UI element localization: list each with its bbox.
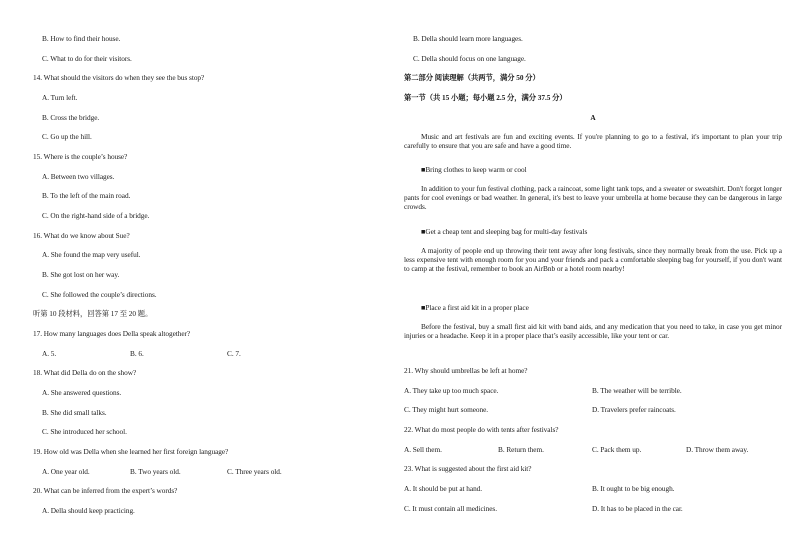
listening-instruction: 听第 10 段材料，回答第 17 至 20 题。 [33,309,153,318]
q23-option-d: D. It has to be placed in the car. [592,504,683,513]
q20-option-b: B. Della should learn more languages. [413,34,523,43]
q14-option-b: B. Cross the bridge. [42,113,100,122]
q23-option-b: B. It ought to be big enough. [592,484,675,493]
q23-question: 23. What is suggested about the first aid kit? [404,464,532,473]
q21-question: 21. Why should umbrellas be left at home? [404,366,528,375]
q15-option-a: A. Between two villages. [42,172,115,181]
q16-option-a: A. She found the map very useful. [42,250,141,259]
q17-question: 17. How many languages does Della speak altogether? [33,329,191,338]
q18-option-c: C. She introduced her school. [42,427,127,436]
q13-option-c: C. What to do for their visitors. [42,54,132,63]
q14-option-c: C. Go up the hill. [42,132,92,141]
q20-question: 20. What can be inferred from the expert’s words? [33,486,178,495]
q20-option-a: A. Della should keep practicing. [42,506,135,515]
passage-bullet-2: ■Get a cheap tent and sleeping bag for multi-day festivals [421,227,588,236]
q17-option-c: C. 7. [227,349,241,358]
q22-option-d: D. Throw them away. [686,445,749,454]
q15-option-c: C. On the right-hand side of a bridge. [42,211,150,220]
passage-bullet-1: ■Bring clothes to keep warm or cool [421,165,527,174]
q17-option-a: A. 5. [42,349,57,358]
q15-question: 15. Where is the couple’s house? [33,152,128,161]
q23-option-c: C. It must contain all medicines. [404,504,497,513]
q18-option-b: B. She did small talks. [42,408,107,417]
q14-option-a: A. Turn left. [42,93,78,102]
q21-option-c: C. They might hurt someone. [404,405,489,414]
q18-question: 18. What did Della do on the show? [33,368,137,377]
passage-paragraph-4: Before the festival, buy a small first aid kit with band aids, and any medication that you need to take, in case you get minor injuries or a headache. Keep it in a proper place that’s easily accessible, like your tent or car. [404,322,782,340]
q20-option-c: C. Della should focus on one language. [413,54,526,63]
q22-question: 22. What do most people do with tents after festivals? [404,425,559,434]
passage-bullet-3: ■Place a first aid kit in a proper place [421,303,529,312]
q22-option-c: C. Pack them up. [592,445,642,454]
passage-paragraph-1: Music and art festivals are fun and exciting events. If you're planning to go to a festival, it's important to plan your trip carefully to ensure that you are safe and have a good time. [404,132,782,150]
passage-paragraph-3: A majority of people end up throwing their tent away after long festivals, since they normally break from the use. Pick up a less expensive tent with enough room for you and your friends and pack a comfortable sleeping bag for yourself, if you don't want to camp at the festival, remember to book an AirBnb or a hotel room nearby! [404,246,782,273]
q19-option-b: B. Two years old. [130,467,181,476]
q19-option-a: A. One year old. [42,467,90,476]
q16-option-c: C. She followed the couple’s directions. [42,290,157,299]
passage-label: A [590,113,596,122]
q16-question: 16. What do we know about Sue? [33,231,130,240]
q16-option-b: B. She got lost on her way. [42,270,120,279]
section1-heading: 第一节（共 15 小题；每小题 2.5 分，满分 37.5 分） [404,93,567,102]
q15-option-b: B. To the left of the main road. [42,191,131,200]
q21-option-d: D. Travelers prefer raincoats. [592,405,676,414]
q23-option-a: A. It should be put at hand. [404,484,483,493]
q17-option-b: B. 6. [130,349,144,358]
q19-option-c: C. Three years old. [227,467,282,476]
q18-option-a: A. She answered questions. [42,388,122,397]
q19-question: 19. How old was Della when she learned her first foreign language? [33,447,229,456]
q21-option-a: A. They take up too much space. [404,386,499,395]
q13-option-b: B. How to find their house. [42,34,121,43]
part2-heading: 第二部分 阅读理解（共两节，满分 50 分） [404,73,540,82]
q22-option-a: A. Sell them. [404,445,442,454]
q21-option-b: B. The weather will be terrible. [592,386,682,395]
q14-question: 14. What should the visitors do when they see the bus stop? [33,73,205,82]
passage-paragraph-2: In addition to your fun festival clothing, pack a raincoat, some light tank tops, and a sweater or sweatshirt. Don't forget longer pants for cool evenings or bad weather. In general, it's best to leave your umbrella at home because they can be dangerous in large crowds. [404,184,782,211]
q22-option-b: B. Return them. [498,445,544,454]
